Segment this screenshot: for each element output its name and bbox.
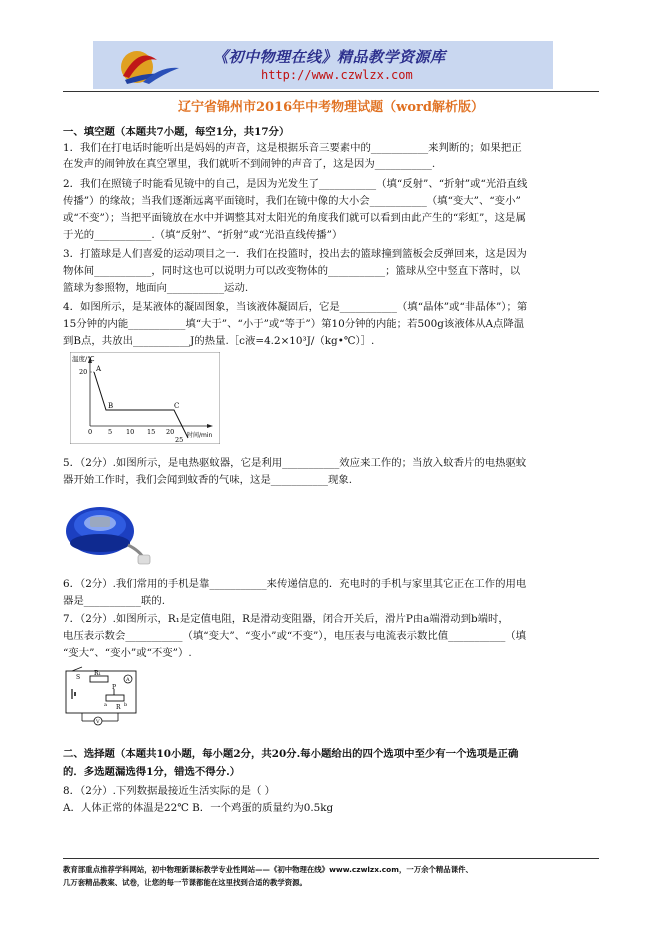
text-line: “变大”、“变小”或“不变”）. — [63, 647, 192, 659]
slide-rheostat — [106, 695, 124, 701]
text-line: 传播”）的缘故；当我们逐渐远离平面镜时，我们在镜中像的大小会___________（填“变大”、“变小” — [63, 195, 521, 207]
text-line: 在发声的闹钟放在真空罩里，我们就听不到闹钟的声音了，这是因为___________. — [63, 158, 436, 170]
slider-label: P — [112, 684, 117, 691]
text-line: 4．如图所示，是某液体的凝固图象，当该液体凝固后，它是___________（填“晶体”或“非晶体”）；第 — [63, 301, 528, 313]
text-line: 篮球为参照物，地面向___________运动. — [63, 282, 249, 294]
y-axis-label: 温度/℃ — [72, 355, 95, 363]
x-tick-label: 20 — [166, 428, 175, 436]
y-tick-label: 20 — [79, 368, 88, 376]
ammeter-label: A — [126, 677, 130, 683]
text-line: 2．我们在照镜子时能看见镜中的自己，是因为光发生了___________（填“反射”、“折射”或“光沿直线 — [63, 178, 528, 190]
text-line: 1．我们在打电话时能听出是妈妈的声音，这是根据乐音三要素中的___________来判断的；如果把正 — [63, 142, 522, 154]
text-line: 物体间___________，同时这也可以说明力可以改变物体的___________；篮球从空中竖直下落时，以 — [63, 265, 521, 277]
document-title: 辽宁省锦州市2016年中考物理试题（word解析版） — [178, 100, 484, 115]
text-line: 8．（2分）.下列数据最接近生活实际的是（ ） — [63, 785, 276, 797]
text-line: 到B点，共放出___________J的热量.［c液=4.2×10³J/（kg•℃）］. — [63, 335, 375, 347]
x-tick-label: 25 — [175, 436, 184, 444]
end-b-label: b — [124, 702, 128, 708]
switch-blade — [72, 667, 82, 671]
header-divider — [63, 91, 599, 92]
point-label: B — [108, 402, 114, 410]
text-line: 6．（2分）.我们常用的手机是靠___________来传递信息的．充电时的手机与家里其它正在工作的用电 — [63, 578, 527, 590]
banner-title: 《初中物理在线》精品教学资源库 — [213, 48, 446, 66]
header-banner — [93, 41, 553, 89]
point-label: C — [174, 402, 180, 410]
section-heading-choice-cont: 的．多选题漏选得1分，错选不得分.） — [63, 766, 241, 778]
site-logo — [99, 44, 199, 86]
point-label: A — [96, 365, 102, 373]
text-line: 5．（2分）.如图所示，是电热驱蚊器，它是利用___________效应来工作的；当放入蚊香片的电热驱蚊 — [63, 457, 527, 469]
text-line: A．人体正常的体温是22℃ B．一个鸡蛋的质量约为0.5kg — [63, 802, 334, 814]
text-line: 或“不变”）；当把平面镜放在水中并调整其对太阳光的角度我们就可以看到由此产生的“彩虹”，这是属 — [63, 212, 526, 224]
voltmeter-label: V — [96, 719, 100, 725]
text-line: 器是___________联的. — [63, 595, 166, 607]
r1-label: R₁ — [94, 670, 101, 677]
footer-divider — [63, 858, 599, 859]
text-line: 7．（2分）.如图所示，R₁是定值电阻，R是滑动变阻器，闭合开关后，滑片P由a端滑动到b端时， — [63, 613, 509, 625]
footer-line: 教育部重点推荐学科网站，初中物理新课标教学专业性网站——《初中物理在线》www.czwlzx.com，一万余个精品课件、 — [63, 865, 473, 874]
x-tick-label: 5 — [108, 428, 113, 436]
text-line: 电压表示数会___________（填“变大”、“变小”或“不变”），电压表与电流表示数比值___________（填 — [63, 630, 527, 642]
footer-line: 几万套精品教案、试卷，让您的每一节课都能在这里找到合适的教学资源。 — [63, 878, 307, 887]
x-tick-label: 0 — [88, 428, 93, 436]
text-line: 3．打篮球是人们喜爱的运动项目之一．我们在投篮时，投出去的篮球撞到篮板会反弹回来，这是因为 — [63, 248, 527, 260]
banner-url[interactable]: http://www.czwlzx.com — [261, 68, 413, 82]
solidification-graph — [70, 352, 220, 444]
switch-label: S — [76, 674, 81, 681]
x-tick-label: 15 — [147, 428, 156, 436]
text-line: 于光的___________.（填“反射”、“折射”或“光沿直线传播”） — [63, 229, 343, 241]
circuit-diagram — [62, 665, 144, 727]
text-line: 15分钟的内能___________填“大于”、“小于”或“等于”）第10分钟的内能；若500g该液体从A点降温 — [63, 318, 525, 330]
x-axis-label: 时间/min — [187, 432, 213, 439]
text-line: 器开始工作时，我们会闻到蚊香的气味，这是___________现象. — [63, 474, 353, 486]
end-a-label: a — [104, 702, 107, 708]
rheostat-label: R — [116, 704, 121, 711]
mosquito-repeller-image — [62, 495, 154, 567]
x-tick-label: 10 — [126, 428, 135, 436]
section-heading-fill: 一、填空题（本题共7小题，每空1分，共17分） — [63, 126, 290, 138]
section-heading-choice: 二、选择题（本题共10小题，每小题2分，共20分.每小题给出的四个选项中至少有一个选项是正确 — [63, 748, 519, 760]
